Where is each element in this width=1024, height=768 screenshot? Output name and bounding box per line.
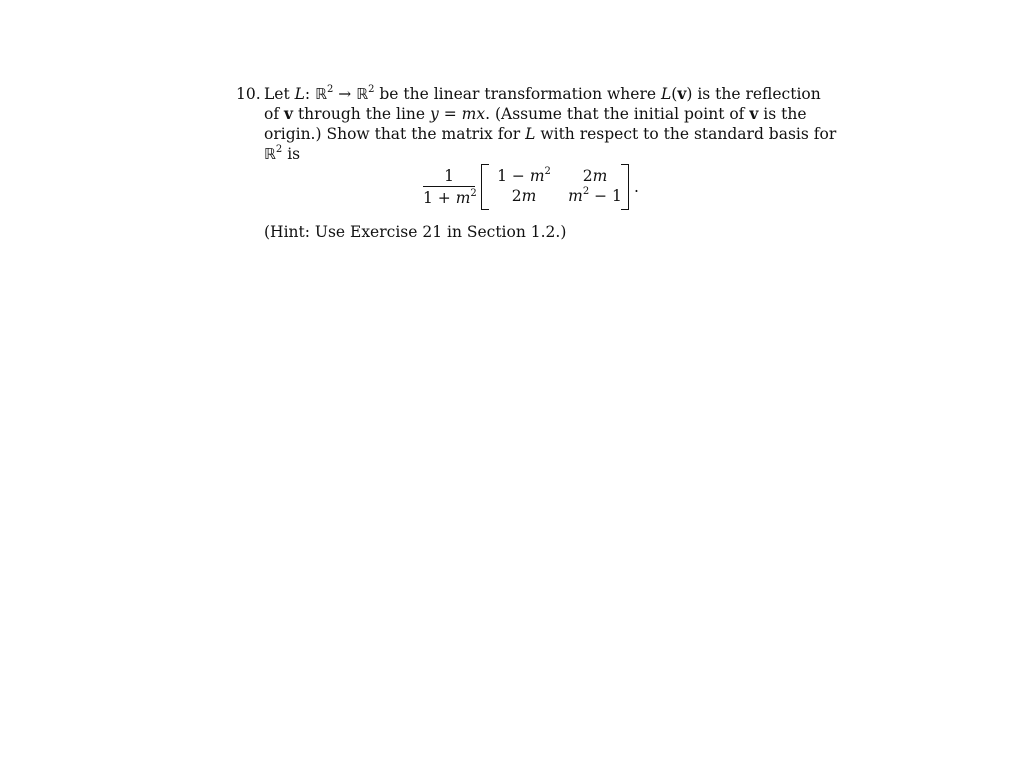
exercise-10	[236, 83, 837, 242]
problem-line-3: origin.) Show that the matrix for L with respect to the standard basis for	[264, 125, 837, 143]
matrix-equation	[236, 166, 802, 214]
fraction-numerator: 1	[444, 167, 454, 185]
matrix-entry-2-2: $m^2 - 1$	[568, 185, 622, 205]
exercise-number: 10.	[236, 85, 261, 103]
left-bracket	[481, 164, 489, 210]
matrix-entry-1-2: 2m	[582, 167, 608, 185]
equation-period: .	[634, 178, 639, 196]
problem-line-2: of v through the line y = mx. (Assume that the initial point of v is the	[264, 104, 807, 123]
problem-line-1: 10. Let L: ℝ$^2$ → ℝ$^2$ be the linear transformation where L(v) is the reflection	[236, 83, 821, 103]
right-bracket	[621, 164, 629, 210]
hint-text: (Hint: Use Exercise 21 in Section 1.2.)	[264, 223, 567, 241]
problem-line-4: ℝ$^2$ is	[264, 143, 301, 163]
matrix-entry-2-1: 2m	[511, 187, 537, 205]
matrix-entry-1-1: $1 - m^2$	[497, 165, 551, 185]
scalar-fraction	[423, 166, 475, 207]
fraction-denominator: $1 + m^2$	[423, 187, 477, 207]
